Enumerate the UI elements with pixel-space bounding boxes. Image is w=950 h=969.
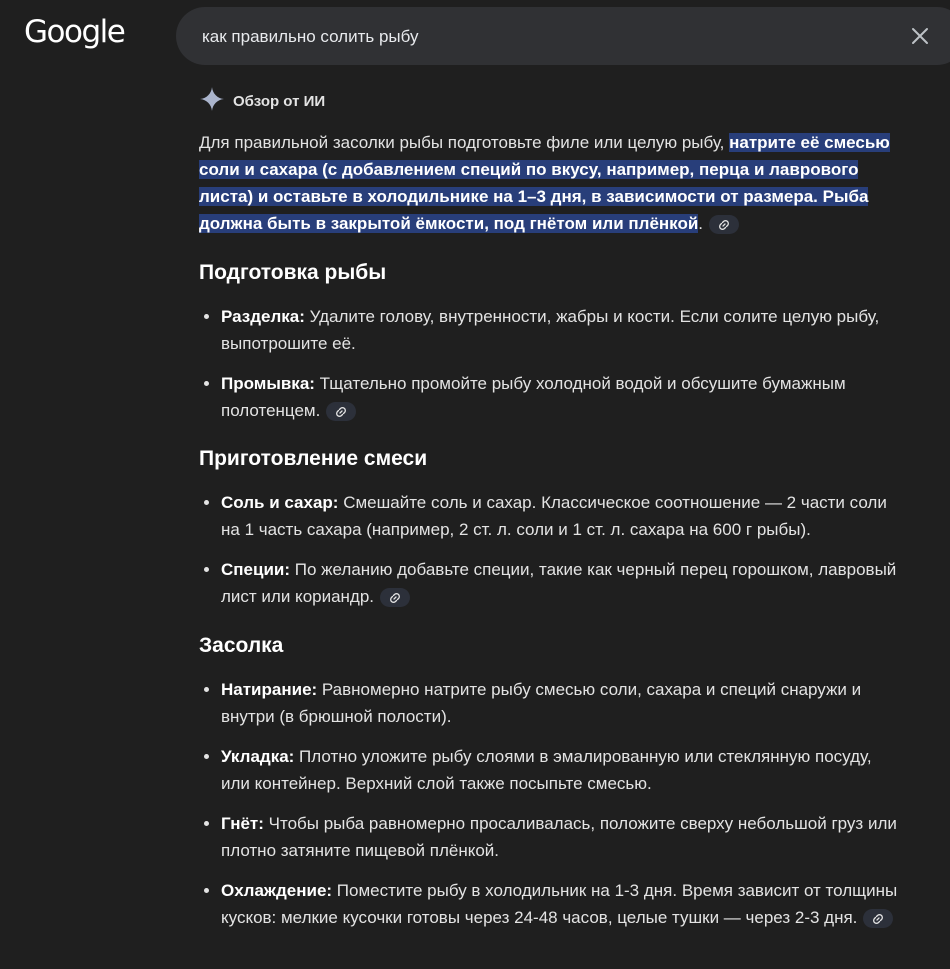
ai-overview-label: Обзор от ИИ <box>233 93 326 110</box>
list-item <box>221 303 899 357</box>
item-text: Поместите рыбу в холодильник на 1-3 дня. Время зависит от толщины кусков: мелкие кусочки готовы через 24-48 часов, целые тушки — через 2-3 дня. <box>221 881 898 927</box>
list-item <box>221 810 899 864</box>
ai-overview-content <box>199 129 899 931</box>
source-link-icon[interactable] <box>863 909 893 928</box>
item-label: Промывка: <box>221 374 315 393</box>
item-text: Плотно уложите рыбу слоями в эмалированную или стеклянную посуду, или контейнер. Верхний слой также посыпьте смесью. <box>221 747 872 793</box>
item-label: Разделка: <box>221 307 305 326</box>
list-item <box>221 489 899 543</box>
intro-end: . <box>698 214 704 233</box>
source-link-icon[interactable] <box>709 215 739 234</box>
ai-overview-header <box>199 86 325 117</box>
search-input[interactable] <box>200 7 904 67</box>
item-label: Укладка: <box>221 747 295 766</box>
item-text: Равномерно натрите рыбу смесью соли, сахара и специй снаружи и внутри (в брюшной полости). <box>221 680 862 726</box>
search-bar <box>176 7 950 65</box>
list-item <box>221 676 899 730</box>
item-label: Охлаждение: <box>221 881 333 900</box>
list-item <box>221 877 899 931</box>
list-item <box>221 370 899 424</box>
item-text: Смешайте соль и сахар. Классическое соотношение — 2 части соли на 1 часть сахара (например, 2 ст. л. соли и 1 ст. л. сахара на 600 г рыбы). <box>221 493 887 539</box>
section-title-mixture: Приготовление смеси <box>199 447 428 470</box>
salting-list <box>199 676 899 931</box>
section-title-preparation: Подготовка рыбы <box>199 261 387 284</box>
item-text: Тщательно промойте рыбу холодной водой и обсушите бумажным полотенцем. <box>221 374 846 420</box>
preparation-list <box>199 303 899 424</box>
sparkle-icon <box>199 86 225 117</box>
item-text: По желанию добавьте специи, такие как черный перец горошком, лавровый лист или кориандр. <box>221 560 897 606</box>
intro-paragraph <box>199 129 899 237</box>
clear-search-icon[interactable] <box>908 24 932 48</box>
list-item <box>221 743 899 797</box>
item-text: Удалите голову, внутренности, жабры и кости. Если солите целую рыбу, выпотрошите её. <box>221 307 880 353</box>
list-item <box>221 556 899 610</box>
item-label: Специи: <box>221 560 291 579</box>
item-label: Соль и сахар: <box>221 493 339 512</box>
intro-highlight: натрите её смесью соли и сахара (с добавлением специй по вкусу, например, перца и лаврового листа) и оставьте в холодильнике на 1–3 дня, в зависимости от размера. Рыба должна быть в закрытой ёмкости, под гнётом или плёнкой <box>199 133 890 233</box>
google-logo[interactable]: Google <box>24 14 125 50</box>
item-label: Гнёт: <box>221 814 264 833</box>
mixture-list <box>199 489 899 610</box>
item-text: Чтобы рыба равномерно просаливалась, положите сверху небольшой груз или плотно затяните пищевой плёнкой. <box>221 814 897 860</box>
source-link-icon[interactable] <box>380 588 410 607</box>
item-label: Натирание: <box>221 680 318 699</box>
section-title-salting: Засолка <box>199 634 284 657</box>
source-link-icon[interactable] <box>326 402 356 421</box>
intro-text: Для правильной засолки рыбы подготовьте филе или целую рыбу, <box>199 133 730 152</box>
